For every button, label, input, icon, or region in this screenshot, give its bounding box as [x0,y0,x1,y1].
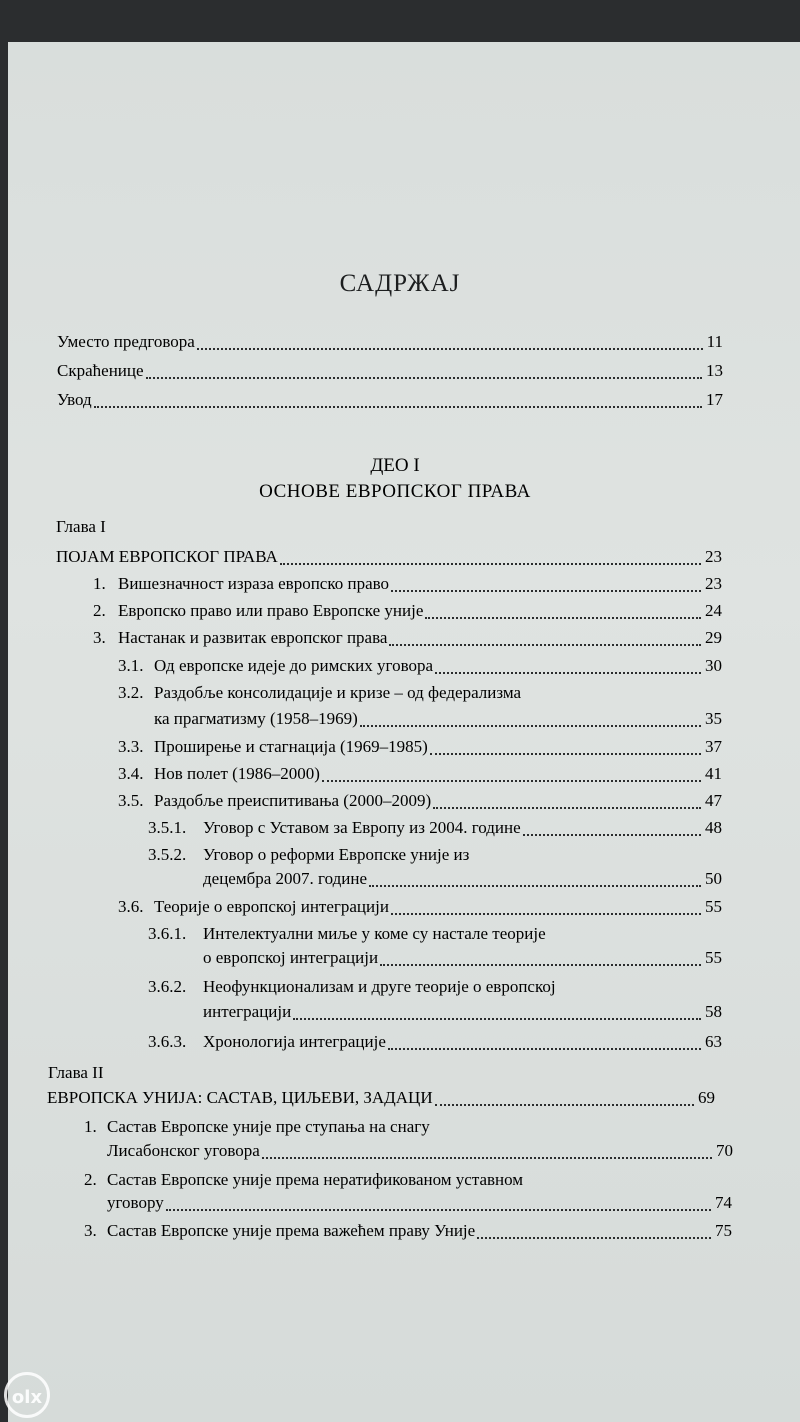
toc-entry-page: 37 [705,737,722,756]
toc-entry[interactable] [57,330,723,354]
toc-entry-text: о европској интеграцији [203,948,379,967]
toc-entry-number: 2. [84,1170,97,1189]
leader-dots [433,806,701,809]
toc-entry[interactable] [154,707,722,731]
toc-entry[interactable] [203,867,722,891]
toc-entry-number: 3.5.1. [148,818,187,837]
toc-entry-text: Састав Европске уније пре ступања на снагу [107,1117,430,1136]
toc-entry-page: 41 [705,764,722,783]
toc-entry-text: уговору [107,1193,164,1212]
toc-entry[interactable] [118,789,722,813]
toc-entry-page: 63 [705,1032,722,1051]
toc-entry-text: Теорије о европској интеграцији [154,897,389,916]
leader-dots [380,963,701,966]
toc-entry[interactable] [93,599,722,623]
toc-entry-page: 13 [706,361,723,380]
leader-dots [430,752,701,755]
toc-entry-number: 1. [93,574,106,593]
toc-entry-number: 3.4. [118,764,144,783]
toc-entry-first-line[interactable] [84,1170,523,1190]
toc-entry-page: 75 [715,1221,732,1240]
toc-entry-page: 23 [705,547,722,566]
toc-entry[interactable] [118,735,722,759]
book-page [8,42,800,1422]
toc-entry-text: Лисабонског уговора [107,1141,260,1160]
toc-entry[interactable] [118,895,722,919]
toc-entry-number: 3.6. [118,897,144,916]
toc-entry-text: ПОЈАМ ЕВРОПСКОГ ПРАВА [56,547,278,566]
toc-entry-page: 69 [698,1088,715,1107]
toc-entry-text: Увод [57,390,92,409]
toc-entry-page: 11 [706,332,723,351]
toc-entry-text: ЕВРОПСКА УНИЈА: САСТАВ, ЦИЉЕВИ, ЗАДАЦИ [47,1088,433,1107]
leader-dots [262,1156,712,1159]
toc-entry[interactable] [57,388,723,412]
leader-dots [425,616,701,619]
leader-dots [391,589,701,592]
toc-entry-page: 74 [715,1193,732,1212]
chapter-label: Глава I [56,517,106,536]
toc-entry-page: 70 [716,1141,733,1160]
toc-entry-text: Проширење и стагнација (1969–1985) [154,737,428,756]
leader-dots [166,1208,711,1211]
toc-entry-number: 3. [84,1221,97,1240]
toc-entry-page: 30 [705,656,722,675]
toc-entry-page: 23 [705,574,722,593]
toc-entry-page: 50 [705,869,722,888]
toc-entry[interactable] [57,359,723,383]
toc-entry-text: Интелектуални миље у коме су настале теорије [203,924,546,943]
part-title: ОСНОВЕ ЕВРОПСКОГ ПРАВА [259,481,531,502]
toc-entry-page: 48 [705,818,722,837]
toc-entry-text: Раздобље консолидације и кризе – од федерализма [154,683,522,702]
toc-entry[interactable] [118,762,722,786]
toc-entry-number: 3.5. [118,791,144,810]
leader-dots [388,1047,701,1050]
toc-entry-text: Неофункционализам и друге теорије о европској [203,977,556,996]
toc-entry-text: Вишезначност израза европско право [118,574,390,593]
leader-dots [391,912,701,915]
toc-entry-text: Уместо предговора [57,332,195,351]
olx-watermark-logo: olx [4,1372,50,1418]
toc-entry[interactable] [118,654,722,678]
toc-entry[interactable] [148,1030,722,1054]
toc-chapter-entry[interactable] [47,1086,715,1110]
page-title: САДРЖАЈ [339,270,461,297]
toc-entry-text: Уговор с Уставом за Европу из 2004. године [203,818,521,837]
toc-entry-number: 3.3. [118,737,144,756]
toc-chapter-entry[interactable] [56,545,722,569]
toc-entry-page: 47 [705,791,722,810]
toc-entry-text: Састав Европске уније према нератификованом уставном [107,1170,524,1189]
leader-dots [435,1103,694,1106]
toc-entry[interactable] [93,626,722,650]
leader-dots [360,724,701,727]
toc-entry-text: Уговор о реформи Европске уније из [203,845,470,864]
toc-entry-text: Европско право или право Европске уније [118,601,424,620]
toc-entry-text: децембра 2007. године [203,869,367,888]
toc-entry-number: 3.6.2. [148,977,187,996]
leader-dots [389,643,701,646]
leader-dots [523,833,701,836]
toc-entry-text: Настанак и развитак европског права [118,628,388,647]
leader-dots [94,405,702,408]
toc-entry-number: 3.2. [118,683,144,702]
leader-dots [146,376,702,379]
toc-entry-first-line[interactable] [148,924,546,944]
toc-entry-text: Нов полет (1986–2000) [154,764,320,783]
leader-dots [280,562,701,565]
leader-dots [293,1017,701,1020]
toc-entry-page: 55 [705,897,722,916]
toc-entry-first-line[interactable] [148,977,556,997]
leader-dots [435,671,701,674]
toc-entry-first-line[interactable] [148,845,469,865]
toc-entry[interactable] [84,1219,732,1243]
toc-entry-text: интеграцији [203,1002,292,1021]
leader-dots [322,779,701,782]
toc-entry-text: Раздобље преиспитивања (2000–2009) [154,791,432,810]
toc-entry-page: 24 [705,601,722,620]
leader-dots [369,884,701,887]
toc-entry-page: 29 [705,628,722,647]
toc-entry[interactable] [203,946,722,970]
toc-entry-page: 58 [705,1002,722,1021]
toc-entry[interactable] [203,1000,722,1024]
leader-dots [477,1236,711,1239]
toc-entry-number: 3.5.2. [148,845,187,864]
toc-entry-text: ка прагматизму (1958–1969) [154,709,358,728]
toc-entry-page: 55 [705,948,722,967]
toc-entry-number: 1. [84,1117,97,1136]
chapter-label: Глава II [48,1063,104,1082]
toc-entry-text: Скраћенице [57,361,144,380]
part-number: ДЕО I [370,455,420,476]
toc-entry-first-line[interactable] [118,683,521,703]
toc-entry[interactable] [148,816,722,840]
toc-entry-text: Састав Европске уније према важећем праву Уније [107,1221,476,1240]
toc-entry-first-line[interactable] [84,1117,430,1137]
toc-entry[interactable] [93,572,722,596]
toc-entry-page: 17 [706,390,723,409]
toc-entry-number: 3.1. [118,656,144,675]
toc-entry[interactable] [107,1139,733,1163]
toc-entry[interactable] [107,1191,732,1215]
toc-entry-number: 3.6.3. [148,1032,187,1051]
toc-entry-number: 3. [93,628,106,647]
toc-entry-number: 3.6.1. [148,924,187,943]
toc-entry-page: 35 [705,709,722,728]
leader-dots [197,347,703,350]
toc-entry-text: Од европске идеје до римских уговора [154,656,434,675]
toc-entry-number: 2. [93,601,106,620]
toc-entry-text: Хронологија интеграције [203,1032,386,1051]
